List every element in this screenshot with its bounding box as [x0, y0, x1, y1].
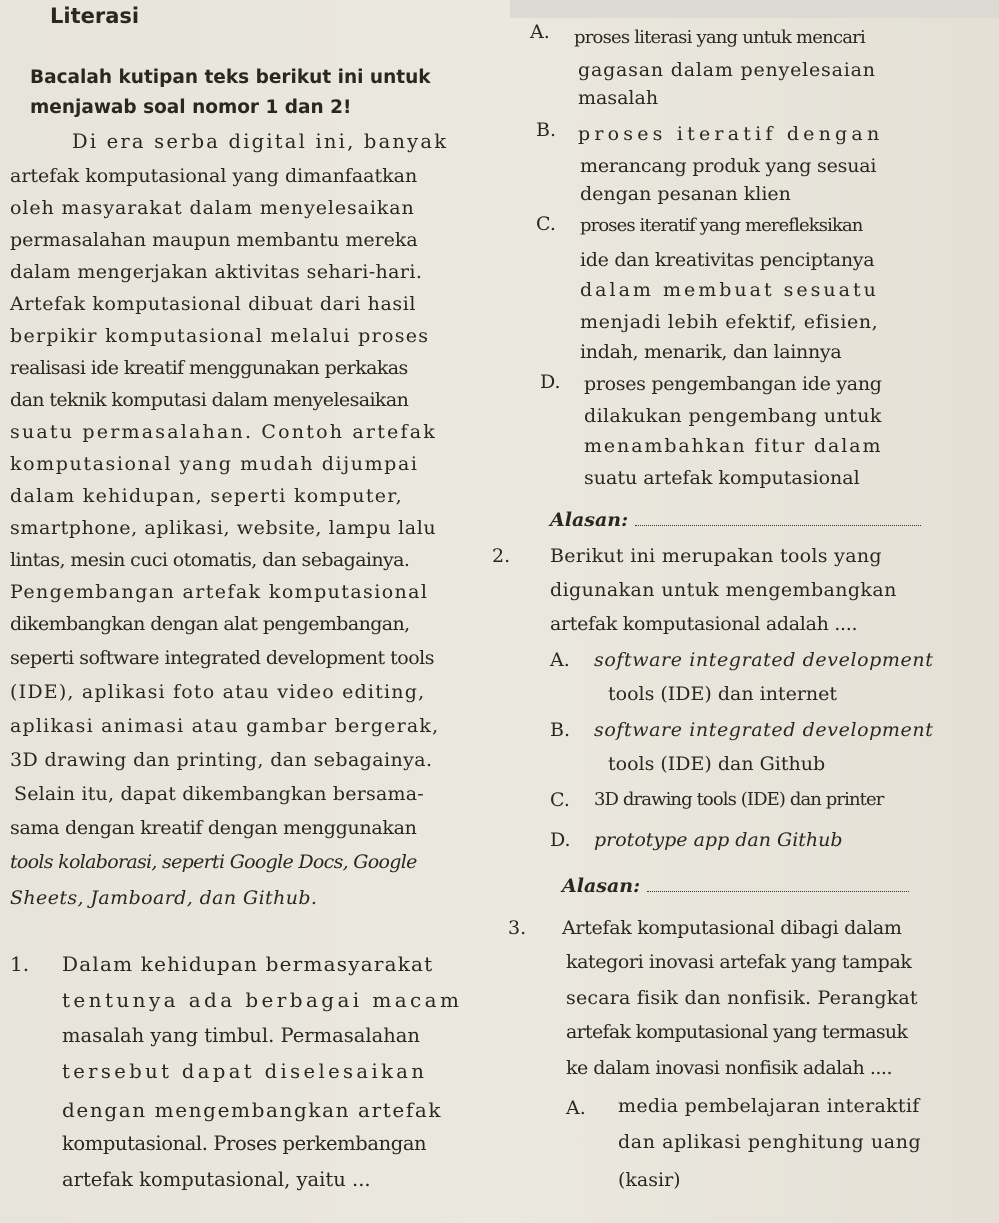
- question-line: digunakan untuk mengembangkan: [550, 579, 897, 601]
- question-line: Dalam kehidupan bermasyarakat: [62, 952, 434, 976]
- reason-label-text: Alasan:: [550, 509, 629, 531]
- passage-line: dan teknik komputasi dalam menyelesaikan: [10, 389, 409, 411]
- question-number: 1.: [10, 952, 30, 976]
- passage-line: Di era serba digital ini, banyak: [72, 130, 449, 153]
- option-line: proses iteratif dengan: [578, 123, 884, 145]
- passage-line: permasalahan maupun membantu mereka: [10, 229, 418, 251]
- option-letter: A.: [530, 21, 550, 43]
- question-line: tentunya ada berbagai macam: [62, 988, 463, 1012]
- option-letter: A.: [566, 1097, 586, 1119]
- passage-line: Sheets, Jamboard, dan Github.: [10, 887, 318, 909]
- option-line: proses literasi yang untuk mencari: [574, 27, 865, 48]
- question-line: secara fisik dan nonfisik. Perangkat: [566, 987, 918, 1009]
- passage-line: komputasional yang mudah dijumpai: [10, 453, 419, 475]
- option-line: dilakukan pengembang untuk: [584, 405, 882, 427]
- passage-line: (IDE), aplikasi foto atau video editing,: [10, 681, 426, 703]
- reason-label-text: Alasan:: [562, 875, 641, 897]
- header-bar: [510, 0, 999, 18]
- passage-line: realisasi ide kreatif menggunakan perkakas: [10, 357, 408, 379]
- intro-heading-line: menjawab soal nomor 1 dan 2!: [30, 97, 352, 118]
- option-line: masalah: [578, 87, 659, 109]
- passage-line: dalam kehidupan, seperti komputer,: [10, 485, 403, 507]
- passage-line: 3D drawing dan printing, dan sebagainya.: [10, 749, 433, 771]
- question-line: masalah yang timbul. Permasalahan: [62, 1024, 420, 1047]
- option-line: media pembelajaran interaktif: [618, 1095, 920, 1117]
- passage-line: lintas, mesin cuci otomatis, dan sebagainya.: [10, 549, 410, 571]
- passage-line: artefak komputasional yang dimanfaatkan: [10, 165, 418, 187]
- passage-line: oleh masyarakat dalam menyelesaikan: [10, 197, 415, 219]
- reason-label: [550, 508, 921, 532]
- option-line: tools (IDE) dan Github: [608, 753, 826, 775]
- option-letter: D.: [550, 829, 571, 851]
- passage-line: Artefak komputasional dibuat dari hasil: [10, 293, 417, 315]
- option-line: 3D drawing tools (IDE) dan printer: [594, 789, 884, 810]
- question-line: artefak komputasional, yaitu ...: [62, 1168, 371, 1191]
- passage-line: Selain itu, dapat dikembangkan bersama-: [14, 783, 424, 805]
- question-line: kategori inovasi artefak yang tampak: [566, 951, 912, 973]
- option-line: dengan pesanan klien: [580, 183, 791, 205]
- question-line: komputasional. Proses perkembangan: [62, 1132, 427, 1155]
- option-letter: A.: [550, 649, 570, 671]
- passage-line: aplikasi animasi atau gambar bergerak,: [10, 715, 440, 737]
- option-line: software integrated development: [594, 649, 934, 671]
- option-letter: C.: [550, 789, 570, 811]
- option-line: software integrated development: [594, 719, 934, 741]
- option-letter: B.: [550, 719, 571, 741]
- question-line: artefak komputasional yang termasuk: [566, 1021, 908, 1043]
- passage-line: suatu permasalahan. Contoh artefak: [10, 421, 437, 443]
- answer-line[interactable]: [647, 875, 909, 892]
- question-line: tersebut dapat diselesaikan: [62, 1060, 428, 1083]
- option-line: gagasan dalam penyelesaian: [578, 59, 876, 81]
- question-line: dengan mengembangkan artefak: [62, 1098, 443, 1122]
- option-line: ide dan kreativitas penciptanya: [580, 249, 875, 271]
- question-number: 2.: [492, 545, 511, 567]
- option-letter: D.: [540, 371, 561, 393]
- option-line: prototype app dan Github: [594, 829, 843, 851]
- option-letter: C.: [536, 213, 556, 235]
- passage-line: dalam mengerjakan aktivitas sehari-hari.: [10, 261, 423, 283]
- option-line: indah, menarik, dan lainnya: [580, 341, 842, 363]
- answer-line[interactable]: [635, 509, 921, 526]
- question-line: Artefak komputasional dibagi dalam: [562, 917, 902, 939]
- question-number: 3.: [508, 917, 527, 939]
- option-letter: B.: [536, 119, 557, 141]
- question-line: ke dalam inovasi nonfisik adalah ....: [566, 1057, 892, 1079]
- section-title: Literasi: [50, 4, 140, 28]
- option-line: proses pengembangan ide yang: [584, 373, 882, 395]
- passage-line: seperti software integrated development tools: [10, 647, 434, 669]
- option-line: dan aplikasi penghitung uang: [618, 1131, 922, 1153]
- question-line: Berikut ini merupakan tools yang: [550, 545, 882, 567]
- passage-line: tools kolaborasi, seperti Google Docs, Google: [10, 851, 417, 873]
- option-line: suatu artefak komputasional: [584, 467, 860, 489]
- option-line: merancang produk yang sesuai: [580, 155, 877, 177]
- option-line: menjadi lebih efektif, efisien,: [580, 311, 879, 333]
- option-line: tools (IDE) dan internet: [608, 683, 838, 705]
- option-line: menambahkan fitur dalam: [584, 435, 883, 457]
- passage-line: Pengembangan artefak komputasional: [10, 581, 429, 603]
- option-line: dalam membuat sesuatu: [580, 279, 879, 301]
- question-line: artefak komputasional adalah ....: [550, 613, 858, 635]
- passage-line: smartphone, aplikasi, website, lampu lalu: [10, 517, 437, 539]
- intro-heading-line: Bacalah kutipan teks berikut ini untuk: [30, 67, 431, 88]
- passage-line: berpikir komputasional melalui proses: [10, 325, 430, 347]
- option-line: proses iteratif yang merefleksikan: [580, 215, 863, 236]
- option-line: (kasir): [618, 1169, 681, 1191]
- passage-line: dikembangkan dengan alat pengembangan,: [10, 613, 410, 635]
- reason-label: [562, 874, 909, 898]
- passage-line: sama dengan kreatif dengan menggunakan: [10, 817, 417, 839]
